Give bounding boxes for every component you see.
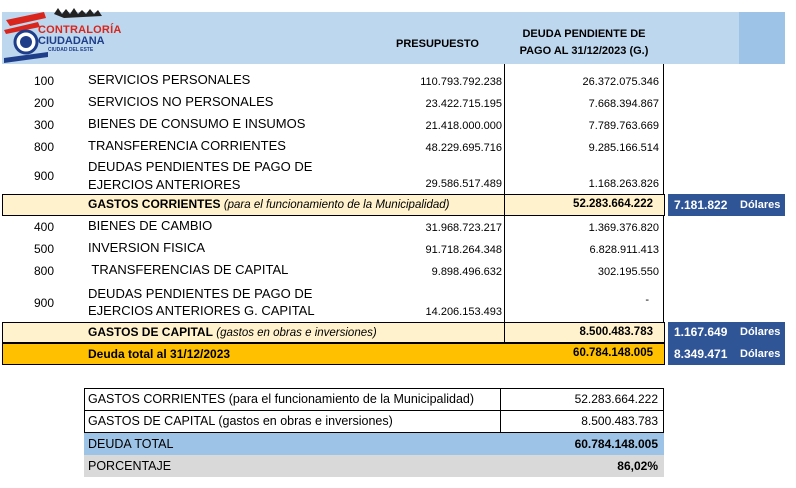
row-label: TRANSFERENCIA CORRIENTES [88,138,286,153]
subtotal-capital-deuda: 8.500.483.783 [579,326,653,338]
summary-label: DEUDA TOTAL [88,437,174,451]
row-deuda: 6.828.911.413 [589,244,659,256]
grid-line [84,410,664,411]
subtotal-corrientes-label-wrap [88,197,449,211]
header-presupuesto: PRESUPUESTO [396,38,479,50]
grid-line [504,216,505,322]
row-code: 100 [34,74,55,88]
row-deuda: 302.195.550 [597,266,659,278]
total-deuda: 60.784.148.005 [573,347,653,359]
subtotal-corrientes-note: (para el funcionamiento de la Municipalidad) [223,199,450,211]
row-label: TRANSFERENCIAS DE CAPITAL [88,262,289,277]
row-deuda: 9.285.166.514 [588,142,659,154]
row-label-line1: DEUDAS PENDIENTES DE PAGO DE [88,286,313,301]
usd-capital-currency: Dólares [740,326,781,338]
subtotal-corrientes-label: GASTOS CORRIENTES [88,197,221,211]
row-label-line1: DEUDAS PENDIENTES DE PAGO DE [88,159,313,174]
table-header [2,12,785,64]
row-code: 900 [34,169,55,183]
summary-label: GASTOS DE CAPITAL (gastos en obras e inversiones) [88,414,393,428]
row-presupuesto: 48.229.695.716 [425,142,502,154]
header-accent-cell [739,12,785,64]
row-code: 800 [34,140,55,154]
row-presupuesto: 29.586.517.489 [425,178,502,190]
logo [4,8,122,64]
grid-line [504,194,505,216]
usd-corrientes-value: 7.181.822 [674,198,728,212]
subtotal-capital-note: (gastos en obras e inversiones) [216,327,377,339]
usd-capital-value: 1.167.649 [674,325,728,339]
row-code: 500 [34,242,55,256]
row-code: 300 [34,118,55,132]
usd-total-currency: Dólares [740,348,781,360]
row-code: 200 [34,96,55,110]
usd-corrientes-currency: Dólares [740,199,781,211]
grid-line [663,216,664,322]
grid-line [663,64,664,194]
row-presupuesto: 14.206.153.493 [425,306,502,318]
usd-total-value: 8.349.471 [674,347,728,361]
summary-value: 52.283.664.222 [574,392,658,406]
subtotal-capital-label-wrap [88,325,377,339]
summary-label: PORCENTAJE [88,459,172,473]
row-presupuesto: 110.793.792.238 [420,76,502,88]
row-deuda: 1.168.263.826 [588,178,659,190]
row-deuda: 7.668.394.867 [588,98,659,110]
subtotal-capital-label: GASTOS DE CAPITAL [88,325,213,339]
row-label-line2: EJERCIOS ANTERIORES [88,177,241,192]
logo-line3: CIUDAD DEL ESTE [48,47,94,53]
row-presupuesto: 9.898.496.632 [431,266,502,278]
row-code: 800 [34,264,55,278]
row-presupuesto: 21.418.000.000 [425,120,502,132]
summary-value: 8.500.483.783 [581,414,658,428]
row-deuda: - [645,294,649,306]
subtotal-corrientes-deuda: 52.283.664.222 [573,198,653,210]
row-presupuesto: 31.968.723.217 [425,222,502,234]
row-label-line2: EJERCIOS ANTERIORES G. CAPITAL [88,303,315,318]
grid-line [500,388,501,433]
logo-line2: CIUDADANA [38,35,105,47]
total-label: Deuda total al 31/12/2023 [88,347,231,361]
row-deuda: 1.369.376.820 [588,222,659,234]
header-deuda-line2: PAGO AL 31/12/2023 (G.) [519,45,649,57]
grid-line [504,322,505,343]
summary-value: 86,02% [617,459,658,473]
row-label: BIENES DE CONSUMO E INSUMOS [88,116,306,131]
row-presupuesto: 91.718.264.348 [425,244,502,256]
grid-line [504,64,505,194]
header-deuda-line1: DEUDA PENDIENTE DE [522,28,646,40]
row-presupuesto: 23.422.715.195 [425,98,502,110]
row-deuda: 26.372.075.346 [582,76,659,88]
logo-line1: CONTRALORÍA [38,24,122,36]
row-label: BIENES DE CAMBIO [88,218,213,233]
row-label: SERVICIOS NO PERSONALES [88,94,274,109]
summary-label: GASTOS CORRIENTES (para el funcionamiento de la Municipalidad) [88,392,475,406]
row-deuda: 7.789.763.669 [588,120,659,132]
row-label: INVERSION FISICA [88,240,206,255]
row-label: SERVICIOS PERSONALES [88,72,251,87]
row-code: 900 [34,296,55,310]
summary-value: 60.784.148.005 [574,437,658,451]
row-code: 400 [34,220,55,234]
